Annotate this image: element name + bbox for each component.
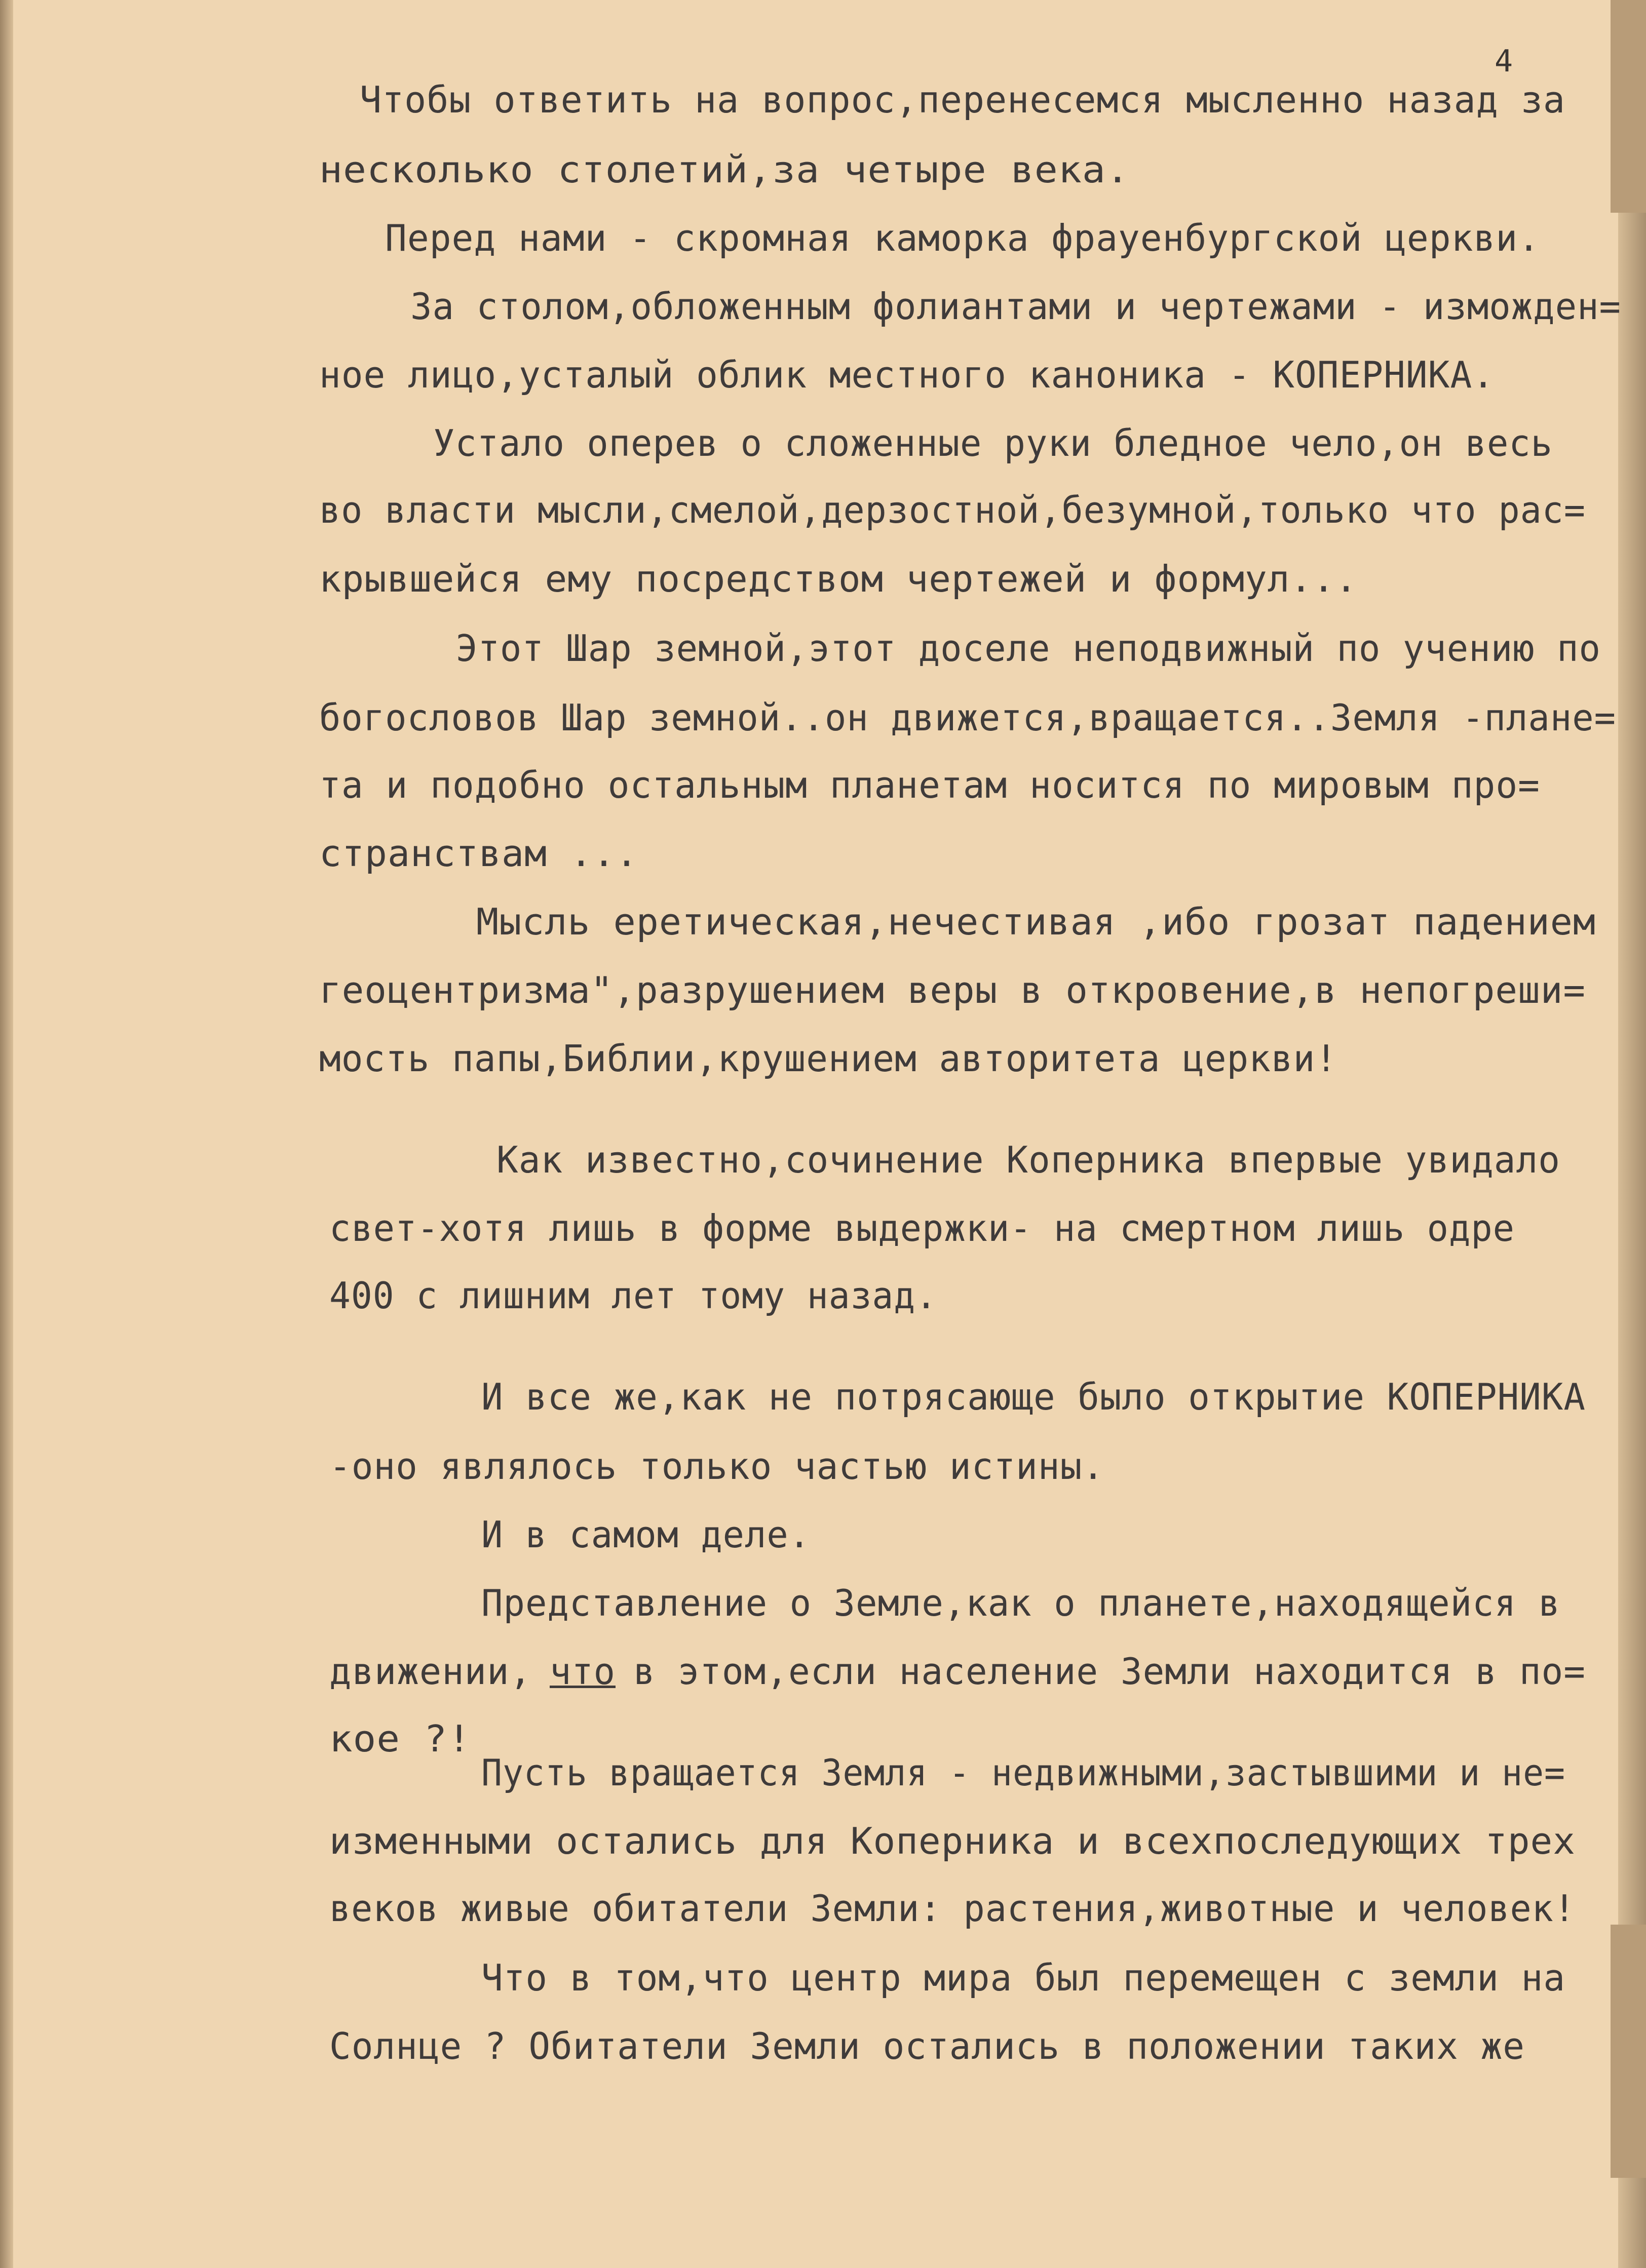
text-line: ное лицо,усталый облик местного каноника - КОПЕРНИКА.: [319, 354, 1495, 396]
text-line: И все же,как не потрясающе было открытие КОПЕРНИКА: [481, 1376, 1586, 1418]
text-line: во власти мысли,смелой,дерзостной,безумной,только что рас=: [319, 489, 1586, 531]
text-line: в этом,если население Земли находится в по=: [633, 1650, 1586, 1693]
text-line: геоцентризма",разрушением веры в откровение,в непогреши=: [319, 969, 1586, 1011]
page-left-edge: [0, 0, 13, 2268]
text-line: крывшейся ему посредством чертежей и формул...: [319, 558, 1358, 600]
text-line: Мысль еретическая,нечестивая ,ибо грозат падением: [476, 901, 1596, 943]
text-line: Что в том,что центр мира был перемещен с земли на: [481, 1957, 1565, 1999]
underlying-sheet-edge: [1611, 0, 1646, 213]
text-line: Перед нами - скромная каморка фрауенбургской церкви.: [385, 217, 1540, 259]
text-line: кое ?!: [329, 1717, 471, 1760]
text-line: 400 с лишним лет тому назад.: [329, 1274, 937, 1317]
text-line: Этот Шар земной,этот доселе неподвижный по учению по: [456, 627, 1601, 670]
text-line: свет-хотя лишь в форме выдержки- на смертном лишь одре: [329, 1207, 1515, 1249]
text-line: Устало оперев о сложенные руки бледное чело,он весь: [433, 422, 1553, 464]
underlined-word: что: [550, 1650, 616, 1693]
text-line: Солнце ? Обитатели Земли остались в положении таких же: [329, 2025, 1525, 2067]
text-line: И в самом деле.: [481, 1513, 811, 1556]
text-line: веков живые обитатели Земли: растения,животные и человек!: [329, 1887, 1576, 1930]
text-line: движении,: [329, 1650, 532, 1693]
text-line: -оно являлось только частью истины.: [329, 1445, 1104, 1488]
underlying-sheet-edge: [1611, 1925, 1646, 2178]
text-line: За столом,обложенным фолиантами и чертежами - изможден=: [410, 285, 1621, 328]
text-line: Пусть вращается Земля - недвижными,застывшими и не=: [481, 1751, 1565, 1794]
text-line: богословов Шар земной..он движется,вращается..Земля -плане=: [319, 696, 1616, 739]
text-line: Чтобы ответить на вопрос,перенесемся мысленно назад за: [360, 79, 1565, 121]
text-line: Представление о Земле,как о планете,находящейся в: [481, 1582, 1560, 1624]
text-line: Как известно,сочинение Коперника впервые увидало: [496, 1139, 1560, 1181]
page-number: 4: [1495, 44, 1513, 79]
text-line: изменными остались для Коперника и всехпоследующих трех: [329, 1820, 1576, 1862]
text-line: странствам ...: [319, 832, 638, 875]
text-line: та и подобно остальным планетам носится по мировым про=: [319, 764, 1540, 806]
text-line: несколько столетий,за четыре века.: [319, 148, 1130, 191]
text-line: мость папы,Библии,крушением авторитета церкви!: [319, 1037, 1337, 1080]
